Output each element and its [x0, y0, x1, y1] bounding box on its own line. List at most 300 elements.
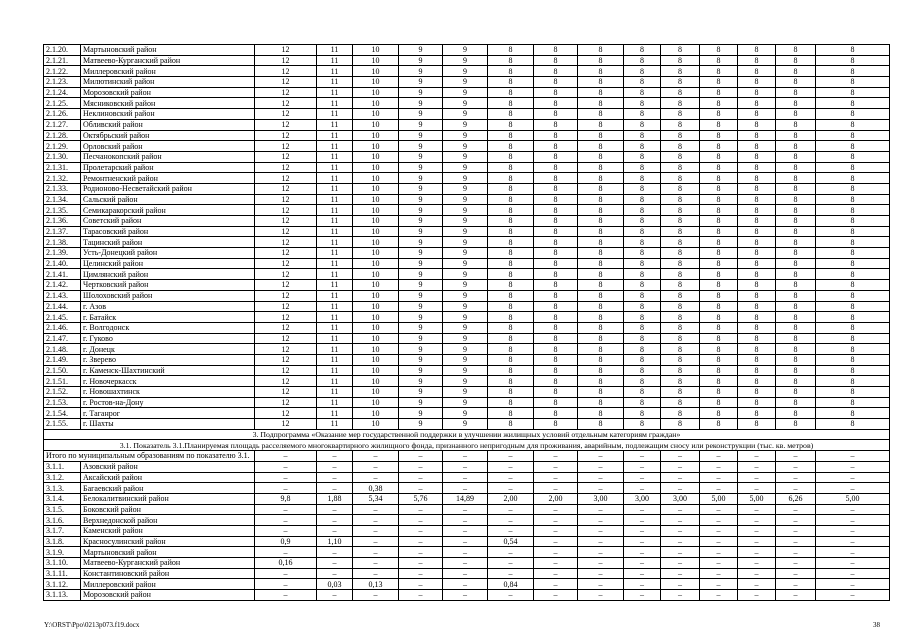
row-value: 11 — [317, 162, 353, 173]
row-value: – — [488, 483, 534, 494]
row-value: – — [661, 547, 700, 558]
row-name: Матвеево-Курганский район — [81, 558, 255, 569]
row-value: – — [816, 558, 890, 569]
row-value: 11 — [317, 290, 353, 301]
row-value: 8 — [776, 194, 816, 205]
row-value: 8 — [578, 216, 624, 227]
row-value: 8 — [776, 173, 816, 184]
row-value: – — [255, 483, 317, 494]
row-value: 8 — [661, 194, 700, 205]
row-value: – — [578, 579, 624, 590]
footer-file-path: Y:\ORST\Ppo\0213p073.f19.docx — [44, 621, 140, 629]
row-value: 11 — [317, 301, 353, 312]
row-value: – — [700, 536, 738, 547]
row-value: 8 — [738, 173, 776, 184]
row-name: Красносулинский район — [81, 536, 255, 547]
table-row — [44, 87, 890, 98]
row-value: 8 — [738, 387, 776, 398]
row-code: 2.1.55. — [44, 419, 81, 430]
row-value: 8 — [624, 248, 661, 259]
row-value: 9 — [399, 109, 443, 120]
row-name: Каменский район — [81, 525, 255, 536]
table-row — [44, 77, 890, 88]
row-name: Усть-Донецкий район — [81, 248, 255, 259]
row-value: 11 — [317, 237, 353, 248]
row-value: 8 — [816, 376, 890, 387]
total-value: – — [353, 451, 399, 462]
row-value: 9 — [399, 226, 443, 237]
row-value: 8 — [534, 354, 578, 365]
row-value: 8 — [534, 376, 578, 387]
row-value: – — [816, 525, 890, 536]
row-value: 9 — [443, 77, 488, 88]
row-value: – — [578, 547, 624, 558]
row-value: – — [399, 472, 443, 483]
row-value: – — [443, 515, 488, 526]
row-value: 8 — [700, 290, 738, 301]
row-value: – — [661, 590, 700, 601]
row-value: 10 — [353, 312, 399, 323]
total-value: – — [661, 451, 700, 462]
row-value: 5,00 — [738, 493, 776, 504]
row-value: – — [738, 525, 776, 536]
row-value: 9 — [443, 269, 488, 280]
row-value: 12 — [255, 226, 317, 237]
row-value: 8 — [624, 173, 661, 184]
row-value: – — [317, 525, 353, 536]
row-value: 8 — [661, 290, 700, 301]
row-value: 8 — [624, 45, 661, 56]
row-value: – — [317, 472, 353, 483]
row-value: 8 — [816, 87, 890, 98]
row-value: 8 — [488, 397, 534, 408]
row-value: 12 — [255, 408, 317, 419]
row-code: 3.1.2. — [44, 472, 81, 483]
row-value: 8 — [661, 87, 700, 98]
row-value: – — [816, 536, 890, 547]
row-value: 8 — [624, 162, 661, 173]
row-value: 8 — [578, 151, 624, 162]
row-value: 8 — [661, 248, 700, 259]
row-value: 8 — [534, 66, 578, 77]
row-value: 8 — [488, 55, 534, 66]
row-code: 2.1.54. — [44, 408, 81, 419]
row-value: 8 — [700, 344, 738, 355]
row-value: 8 — [700, 98, 738, 109]
row-value: – — [700, 515, 738, 526]
row-code: 2.1.21. — [44, 55, 81, 66]
row-value: 9 — [443, 408, 488, 419]
row-value: – — [661, 579, 700, 590]
row-value: – — [738, 547, 776, 558]
row-value: 12 — [255, 333, 317, 344]
row-value: 8 — [534, 365, 578, 376]
row-value: 12 — [255, 55, 317, 66]
row-value: 8 — [578, 354, 624, 365]
row-value: 8 — [624, 419, 661, 430]
row-code: 3.1.11. — [44, 568, 81, 579]
row-value: – — [317, 515, 353, 526]
total-value: – — [488, 451, 534, 462]
table-row — [44, 558, 890, 569]
row-value: 3,00 — [661, 493, 700, 504]
row-value: 8 — [776, 98, 816, 109]
row-value: 8 — [578, 77, 624, 88]
row-value: 8 — [578, 183, 624, 194]
row-value: 11 — [317, 408, 353, 419]
row-value: – — [443, 558, 488, 569]
row-value: 8 — [488, 183, 534, 194]
row-value: 9 — [399, 280, 443, 291]
row-value: – — [700, 472, 738, 483]
row-value: – — [317, 547, 353, 558]
row-value: 8 — [534, 280, 578, 291]
row-value: 8 — [661, 98, 700, 109]
row-value: – — [624, 579, 661, 590]
row-value: 8 — [776, 45, 816, 56]
row-value: 8 — [624, 119, 661, 130]
row-value: 9 — [399, 119, 443, 130]
row-value: 8 — [661, 183, 700, 194]
row-value: 8 — [700, 205, 738, 216]
row-value: 8 — [816, 141, 890, 152]
row-name: г. Волгодонск — [81, 322, 255, 333]
row-value: 8 — [578, 248, 624, 259]
row-value: 8 — [534, 109, 578, 120]
row-value: 10 — [353, 119, 399, 130]
row-value: 8 — [661, 301, 700, 312]
row-value: – — [399, 483, 443, 494]
row-value: – — [353, 472, 399, 483]
row-value: – — [255, 472, 317, 483]
row-value: 8 — [534, 45, 578, 56]
total-value: – — [443, 451, 488, 462]
row-value: 8 — [661, 312, 700, 323]
row-value: 8 — [661, 419, 700, 430]
row-value: 8 — [488, 141, 534, 152]
row-value: 9 — [399, 162, 443, 173]
row-value: – — [624, 461, 661, 472]
row-name: Верхнедонской район — [81, 515, 255, 526]
row-code: 2.1.40. — [44, 258, 81, 269]
row-code: 2.1.35. — [44, 205, 81, 216]
row-value: 8 — [661, 109, 700, 120]
row-value: 8 — [578, 301, 624, 312]
row-value: – — [255, 504, 317, 515]
row-value: 8 — [738, 194, 776, 205]
row-code: 2.1.39. — [44, 248, 81, 259]
row-value: 8 — [488, 237, 534, 248]
row-value: – — [661, 504, 700, 515]
row-value: 8 — [578, 237, 624, 248]
row-name: Советский район — [81, 216, 255, 227]
row-value: 8 — [776, 109, 816, 120]
row-name: г. Таганрог — [81, 408, 255, 419]
row-value: 9 — [443, 290, 488, 301]
row-value: 8 — [578, 45, 624, 56]
row-value: 0,38 — [353, 483, 399, 494]
row-value: 0,16 — [255, 558, 317, 569]
row-code: 2.1.27. — [44, 119, 81, 130]
row-value: 8 — [776, 162, 816, 173]
row-value: 8 — [700, 397, 738, 408]
row-value: 11 — [317, 109, 353, 120]
row-value: 9 — [443, 173, 488, 184]
row-value: 8 — [578, 119, 624, 130]
row-code: 2.1.29. — [44, 141, 81, 152]
row-value: – — [488, 515, 534, 526]
row-code: 2.1.38. — [44, 237, 81, 248]
row-value: 8 — [816, 269, 890, 280]
row-value: 8 — [700, 301, 738, 312]
row-value: 8 — [738, 162, 776, 173]
row-value: 9 — [443, 258, 488, 269]
row-value: 8 — [661, 322, 700, 333]
row-value: – — [317, 568, 353, 579]
row-value: 8 — [488, 151, 534, 162]
row-value: 8 — [624, 216, 661, 227]
row-value: – — [661, 536, 700, 547]
row-code: 2.1.53. — [44, 397, 81, 408]
row-value: 9 — [399, 87, 443, 98]
row-value: 8 — [624, 205, 661, 216]
row-value: 8 — [776, 290, 816, 301]
row-value: – — [624, 558, 661, 569]
row-value: 8 — [776, 365, 816, 376]
row-value: 8 — [578, 269, 624, 280]
row-value: 11 — [317, 130, 353, 141]
row-value: – — [317, 483, 353, 494]
row-value: – — [443, 579, 488, 590]
row-value: 10 — [353, 216, 399, 227]
row-value: 8 — [624, 98, 661, 109]
table-row — [44, 483, 890, 494]
row-value: 8 — [738, 312, 776, 323]
row-value: 8 — [816, 173, 890, 184]
row-value: 8 — [488, 344, 534, 355]
total-value: – — [255, 451, 317, 462]
row-value: 8 — [488, 130, 534, 141]
row-value: 5,00 — [700, 493, 738, 504]
row-name: Мясниковский район — [81, 98, 255, 109]
row-name: Аксайский район — [81, 472, 255, 483]
row-code: 2.1.20. — [44, 45, 81, 56]
row-value: – — [816, 472, 890, 483]
table-row — [44, 130, 890, 141]
row-code: 2.1.23. — [44, 77, 81, 88]
row-value: 8 — [624, 55, 661, 66]
row-value: 9 — [443, 344, 488, 355]
row-code: 2.1.48. — [44, 344, 81, 355]
row-value: 9 — [443, 45, 488, 56]
row-value: 1,10 — [317, 536, 353, 547]
row-value: – — [443, 568, 488, 579]
row-code: 2.1.33. — [44, 183, 81, 194]
row-value: 8 — [700, 45, 738, 56]
row-value: 8 — [700, 226, 738, 237]
table-row — [44, 312, 890, 323]
row-value: 8 — [488, 333, 534, 344]
row-value: 8 — [534, 408, 578, 419]
row-value: 12 — [255, 205, 317, 216]
row-value: – — [738, 515, 776, 526]
row-value: 8 — [488, 162, 534, 173]
footer-page-number: 38 — [873, 621, 880, 629]
row-value: 8 — [661, 216, 700, 227]
row-value: 0,13 — [353, 579, 399, 590]
row-value: 8 — [776, 344, 816, 355]
row-value: 9 — [399, 237, 443, 248]
row-value: – — [317, 461, 353, 472]
row-value: 8 — [776, 301, 816, 312]
row-value: 11 — [317, 248, 353, 259]
table-body — [44, 45, 890, 601]
total-value: – — [399, 451, 443, 462]
row-value: 8 — [700, 183, 738, 194]
row-value: 10 — [353, 269, 399, 280]
row-value: 10 — [353, 333, 399, 344]
row-value: – — [624, 472, 661, 483]
table-row — [44, 536, 890, 547]
row-value: – — [776, 579, 816, 590]
row-value: 11 — [317, 151, 353, 162]
row-value: – — [488, 504, 534, 515]
table-row — [44, 141, 890, 152]
row-value: 11 — [317, 226, 353, 237]
row-value: 12 — [255, 290, 317, 301]
row-value: 8 — [534, 397, 578, 408]
row-value: 8 — [738, 258, 776, 269]
table-row — [44, 472, 890, 483]
table-row — [44, 237, 890, 248]
row-value: 8 — [624, 322, 661, 333]
row-name: Тарасовский район — [81, 226, 255, 237]
row-value: 8 — [661, 45, 700, 56]
row-value: 8 — [488, 280, 534, 291]
row-value: – — [255, 568, 317, 579]
row-value: – — [353, 590, 399, 601]
row-value: 9 — [443, 205, 488, 216]
row-value: 8 — [578, 66, 624, 77]
row-value: – — [534, 504, 578, 515]
row-value: 8 — [816, 119, 890, 130]
row-value: 8 — [578, 109, 624, 120]
row-value: 8 — [488, 376, 534, 387]
row-value: 8 — [624, 312, 661, 323]
row-value: 8 — [816, 333, 890, 344]
row-value: 11 — [317, 258, 353, 269]
row-value: – — [578, 472, 624, 483]
row-value: 8 — [816, 205, 890, 216]
row-value: 8 — [578, 322, 624, 333]
row-value: 6,26 — [776, 493, 816, 504]
row-value: 8 — [700, 387, 738, 398]
row-value: 8 — [624, 109, 661, 120]
row-value: 8 — [816, 66, 890, 77]
row-name: г. Азов — [81, 301, 255, 312]
row-value: 8 — [816, 290, 890, 301]
row-value: 9 — [443, 119, 488, 130]
row-value: 8 — [776, 205, 816, 216]
row-value: 10 — [353, 419, 399, 430]
row-value: 10 — [353, 87, 399, 98]
row-value: 12 — [255, 312, 317, 323]
row-value: 8 — [578, 258, 624, 269]
row-value: 9 — [399, 66, 443, 77]
row-value: 8 — [488, 387, 534, 398]
row-value: 11 — [317, 87, 353, 98]
row-value: 11 — [317, 173, 353, 184]
row-value: 8 — [700, 280, 738, 291]
row-value: 9 — [399, 151, 443, 162]
row-value: 8 — [738, 333, 776, 344]
row-value: 9 — [443, 216, 488, 227]
row-value: – — [443, 472, 488, 483]
row-value: 8 — [488, 419, 534, 430]
row-code: 2.1.52. — [44, 387, 81, 398]
row-value: 10 — [353, 141, 399, 152]
row-value: 10 — [353, 226, 399, 237]
row-value: 9 — [399, 141, 443, 152]
table-row — [44, 322, 890, 333]
row-name: Сальский район — [81, 194, 255, 205]
row-value: 10 — [353, 45, 399, 56]
row-name: Орловский район — [81, 141, 255, 152]
row-value: 12 — [255, 216, 317, 227]
row-value: 9 — [443, 226, 488, 237]
row-value: 8 — [700, 258, 738, 269]
row-value: 9 — [443, 98, 488, 109]
row-value: 9 — [399, 183, 443, 194]
row-value: – — [399, 515, 443, 526]
row-value: 8 — [488, 194, 534, 205]
row-value: – — [443, 504, 488, 515]
row-value: 8 — [738, 237, 776, 248]
row-value: 8 — [816, 248, 890, 259]
row-value: 8 — [661, 77, 700, 88]
row-value: 8 — [534, 55, 578, 66]
row-value: 8 — [578, 333, 624, 344]
row-value: 8 — [661, 344, 700, 355]
row-code: 2.1.45. — [44, 312, 81, 323]
table-row — [44, 408, 890, 419]
row-value: 8 — [816, 322, 890, 333]
row-value: 8 — [776, 237, 816, 248]
row-value: – — [776, 536, 816, 547]
row-value: 8 — [534, 162, 578, 173]
table-row — [44, 365, 890, 376]
row-value: 10 — [353, 344, 399, 355]
row-value: 8 — [488, 226, 534, 237]
row-name: г. Батайск — [81, 312, 255, 323]
row-value: 9 — [399, 55, 443, 66]
row-value: 11 — [317, 419, 353, 430]
row-value: 8 — [700, 55, 738, 66]
row-value: 8 — [738, 408, 776, 419]
row-value: 9 — [443, 109, 488, 120]
row-value: 9 — [443, 55, 488, 66]
row-name: Боковский район — [81, 504, 255, 515]
row-value: 12 — [255, 87, 317, 98]
row-value: 8 — [816, 408, 890, 419]
row-code: 2.1.41. — [44, 269, 81, 280]
row-value: 10 — [353, 109, 399, 120]
row-value: – — [353, 504, 399, 515]
row-value: 8 — [534, 205, 578, 216]
row-code: 3.1.13. — [44, 590, 81, 601]
row-value: 8 — [816, 387, 890, 398]
row-value: 12 — [255, 77, 317, 88]
